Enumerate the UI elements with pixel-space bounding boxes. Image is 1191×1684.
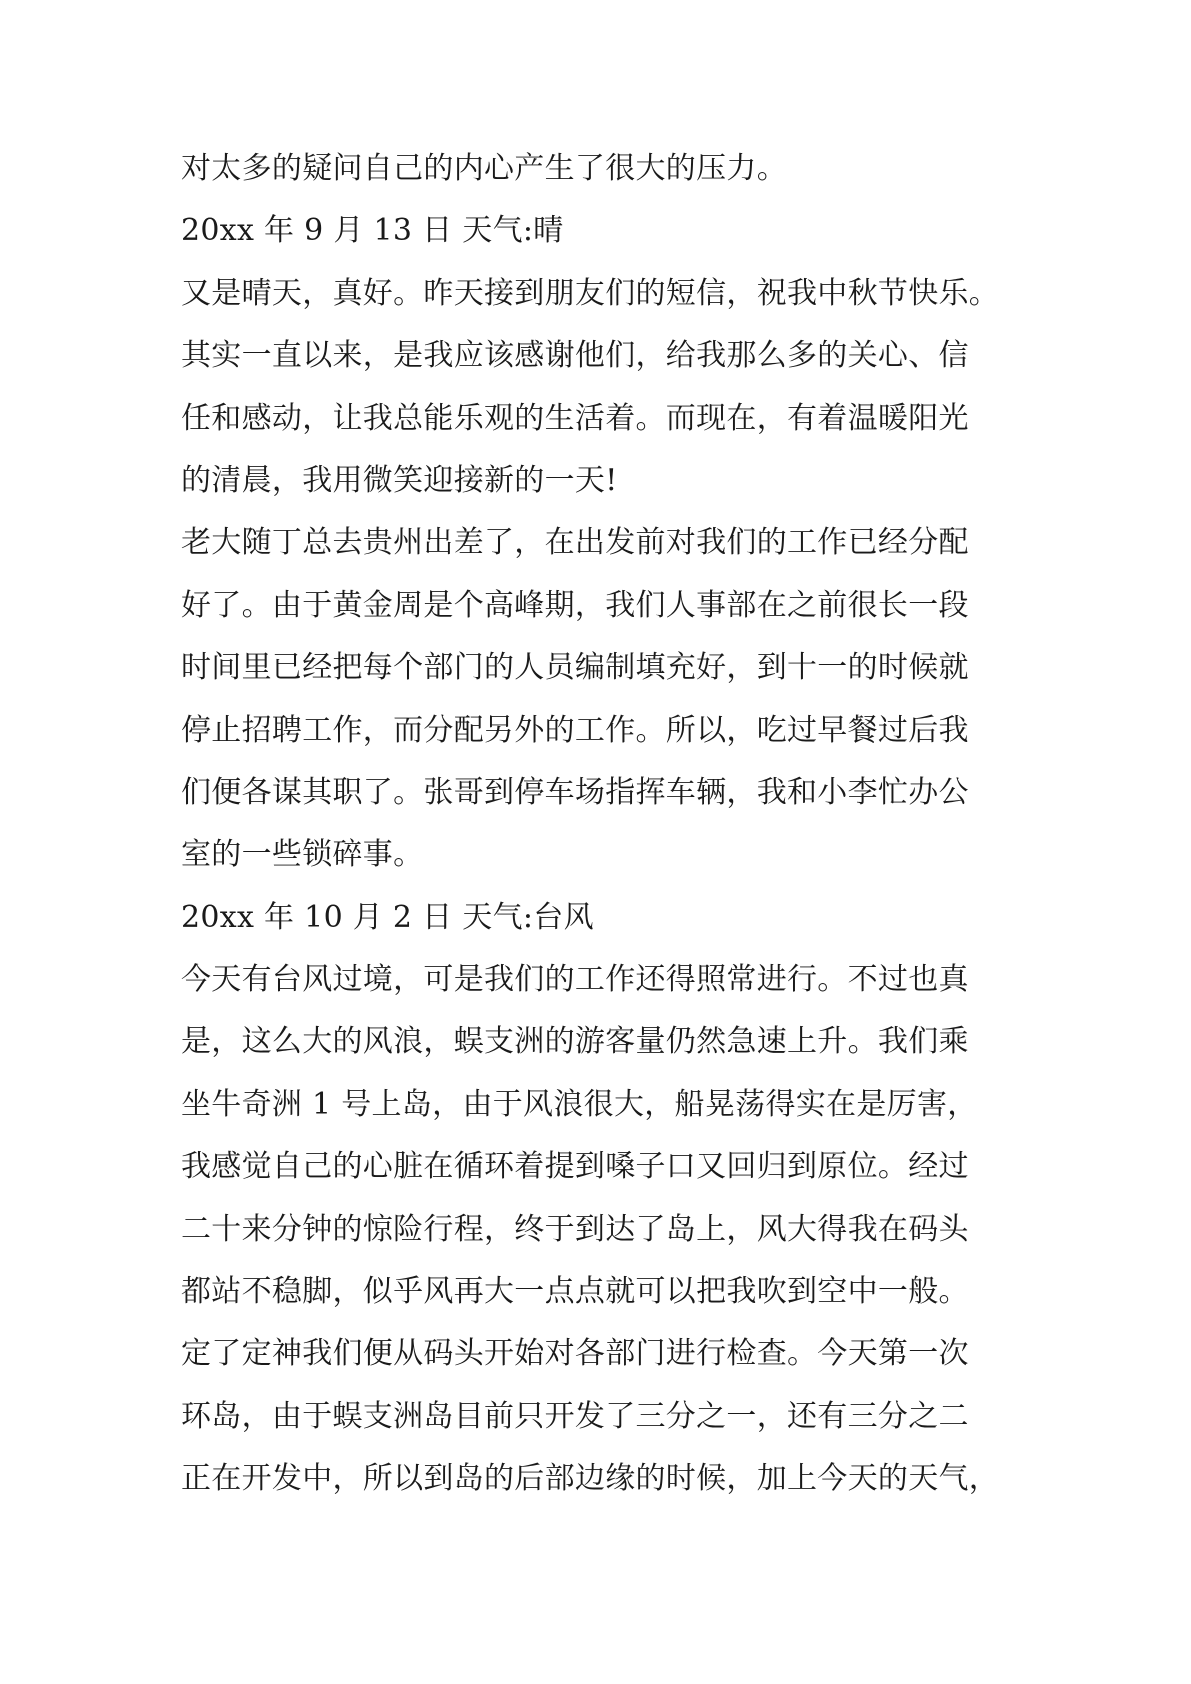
text-line: 二十来分钟的惊险行程，终于到达了岛上，风大得我在码头 bbox=[181, 1211, 969, 1247]
text-line: 的清晨，我用微笑迎接新的一天! bbox=[181, 462, 618, 498]
text-line: 其实一直以来，是我应该感谢他们，给我那么多的关心、信 bbox=[181, 338, 969, 374]
text-line: 今天有台风过境，可是我们的工作还得照常进行。不过也真 bbox=[181, 962, 969, 998]
text-line: 任和感动，让我总能乐观的生活着。而现在，有着温暖阳光 bbox=[181, 400, 969, 436]
text-line: 定了定神我们便从码头开始对各部门进行检查。今天第一次 bbox=[181, 1336, 969, 1372]
text-line: 正在开发中，所以到岛的后部边缘的时候，加上今天的天气， bbox=[181, 1461, 1000, 1497]
text-line: 好了。由于黄金周是个高峰期，我们人事部在之前很长一段 bbox=[181, 587, 969, 623]
text-line: 都站不稳脚，似乎风再大一点点就可以把我吹到空中一般。 bbox=[181, 1274, 969, 1310]
text-line: 时间里已经把每个部门的人员编制填充好，到十一的时候就 bbox=[181, 650, 969, 686]
text-line: 对太多的疑问自己的内心产生了很大的压力。 bbox=[181, 151, 787, 186]
text-line: 室的一些锁碎事。 bbox=[181, 837, 424, 873]
text-line: 老大随丁总去贵州出差了，在出发前对我们的工作已经分配 bbox=[181, 525, 969, 561]
document-body bbox=[181, 138, 1021, 1511]
text-line: 坐牛奇洲 1 号上岛，由于风浪很大，船晃荡得实在是厉害， bbox=[181, 1086, 978, 1122]
diary-date-heading: 20xx 年 9 月 13 日 天气:晴 bbox=[181, 213, 564, 249]
diary-date-heading: 20xx 年 10 月 2 日 天气:台风 bbox=[181, 899, 594, 935]
text-line: 是，这么大的风浪，蜈支洲的游客量仍然急速上升。我们乘 bbox=[181, 1024, 969, 1060]
text-line: 我感觉自己的心脏在循环着提到嗓子口又回归到原位。经过 bbox=[181, 1149, 969, 1185]
text-line: 环岛，由于蜈支洲岛目前只开发了三分之一，还有三分之二 bbox=[181, 1398, 969, 1434]
text-line: 又是晴天，真好。昨天接到朋友们的短信，祝我中秋节快乐。 bbox=[181, 275, 1000, 311]
text-line: 停止招聘工作，而分配另外的工作。所以，吃过早餐过后我 bbox=[181, 712, 969, 748]
text-line: 们便各谋其职了。张哥到停车场指挥车辆，我和小李忙办公 bbox=[181, 774, 969, 810]
